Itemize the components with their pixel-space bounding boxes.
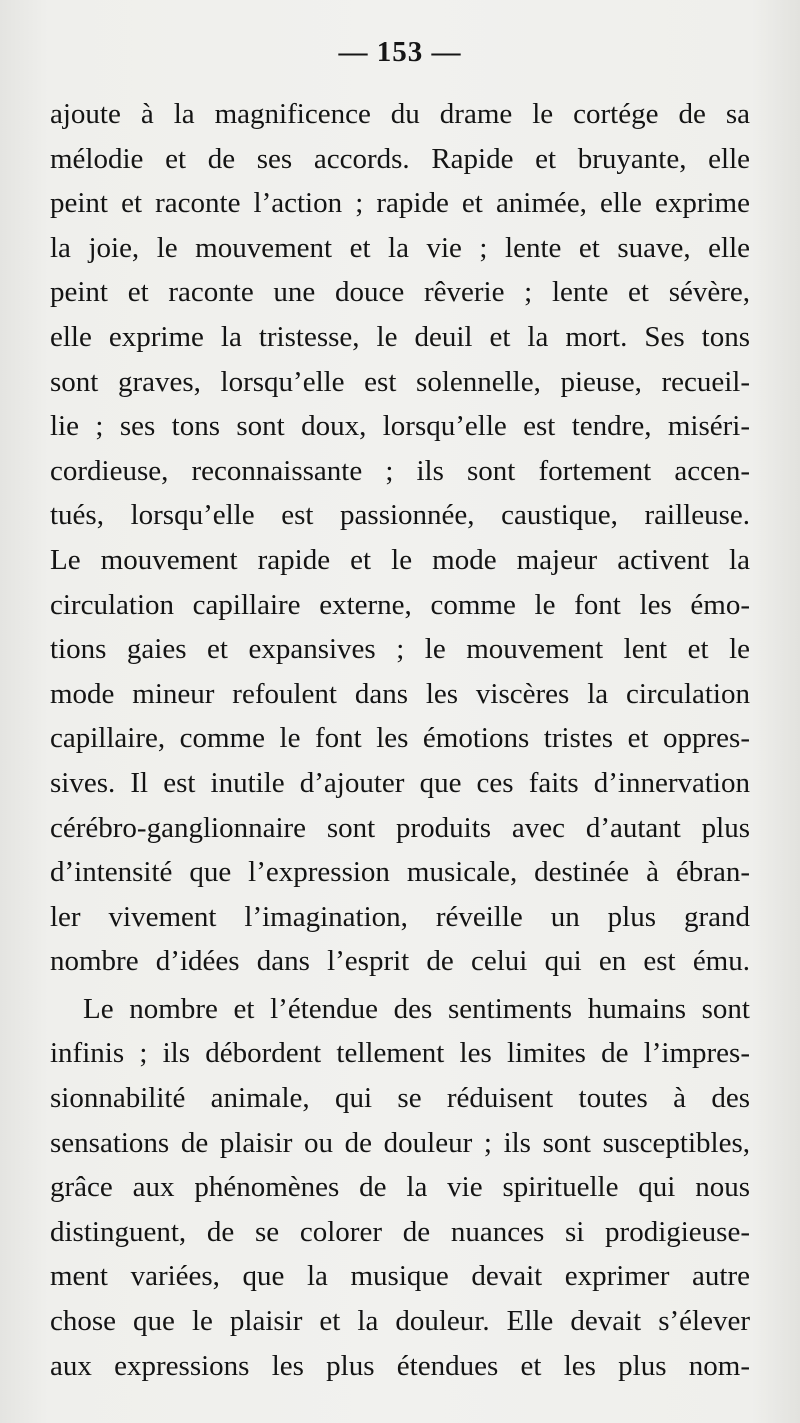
text-line: peint et raconte une douce rêverie ; lente et sévère, [50,276,750,309]
text-line: sionnabilité animale, qui se réduisent toutes à des [50,1082,750,1115]
text-line: infinis ; ils débordent tellement les limites de l’impres- [50,1037,750,1070]
text-line: sives. Il est inutile d’ajouter que ces faits d’innervation [50,766,750,799]
page-text [50,92,750,1388]
text-line: nombre d’idées dans l’esprit de celui qui en est ému. [50,945,750,978]
text-line: distinguent, de se colorer de nuances si prodigieuse- [50,1215,750,1248]
text-line: cérébro-ganglionnaire sont produits avec d’autant plus [50,811,750,844]
text-line: d’intensité que l’expression musicale, destinée à ébran- [50,856,750,889]
text-line: sensations de plaisir ou de douleur ; ils sont susceptibles, [50,1126,750,1159]
text-line: elle exprime la tristesse, le deuil et la mort. Ses tons [50,320,750,353]
text-line: la joie, le mouvement et la vie ; lente et suave, elle [50,231,750,264]
text-line: tions gaies et expansives ; le mouvement lent et le [50,633,750,666]
paragraph-1 [50,92,750,984]
text-line: Le nombre et l’étendue des sentiments humains sont [83,992,750,1025]
text-line: ment variées, que la musique devait exprimer autre [50,1260,750,1293]
page-number: — 153 — [338,36,462,68]
paragraph-2 [50,987,750,1388]
text-line: aux expressions les plus étendues et les plus nom- [50,1349,750,1382]
text-line: ajoute à la magnificence du drame le cortége de sa [50,98,750,130]
text-line: mélodie et de ses accords. Rapide et bruyante, elle [50,142,750,175]
text-line: cordieuse, reconnaissante ; ils sont fortement accen- [50,454,750,487]
text-line: tués, lorsqu’elle est passionnée, caustique, railleuse. [50,499,750,532]
text-line: grâce aux phénomènes de la vie spirituelle qui nous [50,1171,750,1204]
text-line: peint et raconte l’action ; rapide et animée, elle exprime [50,187,750,220]
text-line: sont graves, lorsqu’elle est solennelle, pieuse, recueil- [50,365,750,398]
text-line: Le mouvement rapide et le mode majeur activent la [50,543,750,576]
text-line: chose que le plaisir et la douleur. Elle devait s’élever [50,1305,750,1338]
text-line: mode mineur refoulent dans les viscères la circulation [50,677,750,710]
text-line: circulation capillaire externe, comme le font les émo- [50,588,750,621]
text-line: capillaire, comme le font les émotions tristes et oppres- [50,722,750,755]
text-line: lie ; ses tons sont doux, lorsqu’elle est tendre, miséri- [50,410,750,443]
text-line: ler vivement l’imagination, réveille un plus grand [50,900,750,933]
